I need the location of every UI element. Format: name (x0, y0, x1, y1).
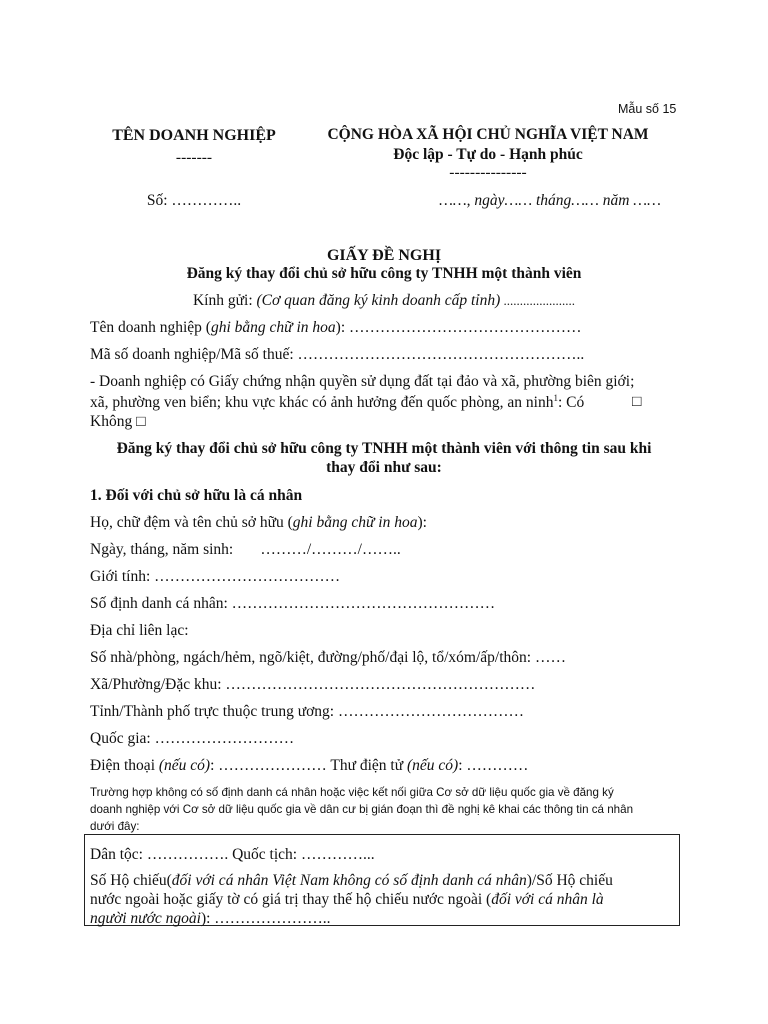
owner-name-hint: ghi bằng chữ in hoa (292, 514, 418, 531)
motto: Độc lập - Tự do - Hạnh phúc (393, 146, 583, 163)
owner-name-field (90, 514, 427, 533)
owner-name-label: Họ, chữ đệm và tên chủ sở hữu ( (90, 514, 293, 531)
form-number: Mẫu số 15 (618, 102, 677, 116)
section1-heading: 1. Đối với chủ sở hữu là cá nhân (90, 487, 303, 504)
passport-line3 (90, 910, 331, 929)
ethnic-nationality-field: Dân tộc: ……………. Quốc tịch: …………... (90, 846, 375, 863)
land-cert-line2 (90, 393, 584, 413)
phone-hint: (nếu có) (158, 757, 211, 774)
form-subtitle: Đăng ký thay đổi chủ sở hữu công ty TNHH một thành viên (186, 265, 582, 282)
personal-id-field: Số định danh cá nhân: …………………………………………… (90, 595, 496, 612)
passport-mid: )/Số Hộ chiếu (526, 872, 613, 889)
phone-dots: : ………………… Thư điện tử (210, 757, 408, 774)
recipient-dots: ...................... (500, 293, 575, 308)
land-yes-checkbox[interactable]: □ (632, 393, 642, 410)
phone-email-field (90, 757, 528, 776)
land-no-label: Không (90, 413, 133, 430)
ward-field: Xã/Phường/Đặc khu: …………………………………………………… (90, 676, 536, 693)
section-intro-line2: thay đổi như sau: (326, 459, 442, 476)
land-no-option (90, 413, 145, 432)
land-yes-label: : Có (557, 394, 585, 412)
land-cert-text: xã, phường ven biển; khu vực khác có ảnh hưởng đến quốc phòng, an ninh (90, 394, 554, 412)
phone-label: Điện thoại (90, 757, 159, 774)
passport-hint2: đối với cá nhân là (491, 891, 604, 908)
email-dots: : ………… (458, 757, 529, 774)
nation-title: CỘNG HÒA XÃ HỘI CHỦ NGHĨA VIỆT NAM (327, 126, 649, 143)
passport-line1 (90, 872, 613, 891)
gender-field: Giới tính: ……………………………… (90, 568, 341, 585)
passport-label: Số Hộ chiếu( (90, 872, 172, 889)
email-hint: (nếu có) (407, 757, 459, 774)
street-field: Số nhà/phòng, ngách/hẻm, ngõ/kiệt, đường/phố/đại lộ, tổ/xóm/ấp/thôn: …… (90, 649, 566, 666)
recipient-label: Kính gửi: (192, 292, 257, 309)
contact-address-label: Địa chỉ liên lạc: (90, 622, 189, 639)
passport-hint: đối với cá nhân Việt Nam không có số định danh cá nhân (171, 872, 527, 889)
land-cert-line1: - Doanh nghiệp có Giấy chứng nhận quyền sử dụng đất tại đảo và xã, phường biên giới; (90, 373, 635, 390)
passport-line2-text: nước ngoài hoặc giấy tờ có giá trị thay thế hộ chiếu nước ngoài ( (90, 891, 492, 908)
company-name-hint: ghi bằng chữ in hoa (210, 319, 336, 336)
company-dash: ------- (175, 149, 213, 166)
company-name-label: Tên doanh nghiệp ( (90, 319, 211, 336)
tax-code-field: Mã số doanh nghiệp/Mã số thuế: ……………………………………………….. (90, 346, 585, 363)
recipient-line (0, 292, 768, 311)
form-title: GIẤY ĐỀ NGHỊ (326, 247, 442, 264)
province-field: Tỉnh/Thành phố trực thuộc trung ương: ……………………………… (90, 703, 524, 720)
footnote-marker: 1 (553, 393, 558, 403)
passport-dots: ): ………………….. (200, 910, 331, 927)
company-name-dots: ): ……………………………………… (335, 319, 582, 336)
note-line3: dưới đây: (90, 820, 140, 833)
recipient-value: (Cơ quan đăng ký kinh doanh cấp tỉnh) (256, 292, 501, 309)
company-name-header: TÊN DOANH NGHIỆP (112, 127, 276, 144)
land-no-checkbox[interactable]: □ (136, 413, 146, 430)
owner-name-end: ): (417, 514, 427, 531)
note-line1: Trường hợp không có số định danh cá nhân hoặc việc kết nối giữa Cơ sở dữ liệu quốc gia về đăng ký (90, 786, 614, 799)
note-text (90, 784, 633, 835)
note-line2: doanh nghiệp với Cơ sở dữ liệu quốc gia về dân cư bị gián đoạn thì đề nghị kê khai các thông tin cá nhân (90, 803, 634, 816)
section-intro-line1: Đăng ký thay đổi chủ sở hữu công ty TNHH một thành viên với thông tin sau khi (116, 440, 652, 457)
motto-dash: --------------- (449, 164, 527, 181)
company-name-field (90, 319, 582, 338)
passport-line2 (90, 891, 604, 910)
dob-field: Ngày, tháng, năm sinh: ………/………/…….. (90, 541, 401, 558)
passport-hint3: người nước ngoài (90, 910, 201, 927)
document-date: ……, ngày…… tháng…… năm …… (439, 192, 661, 209)
country-field: Quốc gia: ……………………… (90, 730, 295, 747)
document-number: Số: ………….. (146, 192, 242, 209)
